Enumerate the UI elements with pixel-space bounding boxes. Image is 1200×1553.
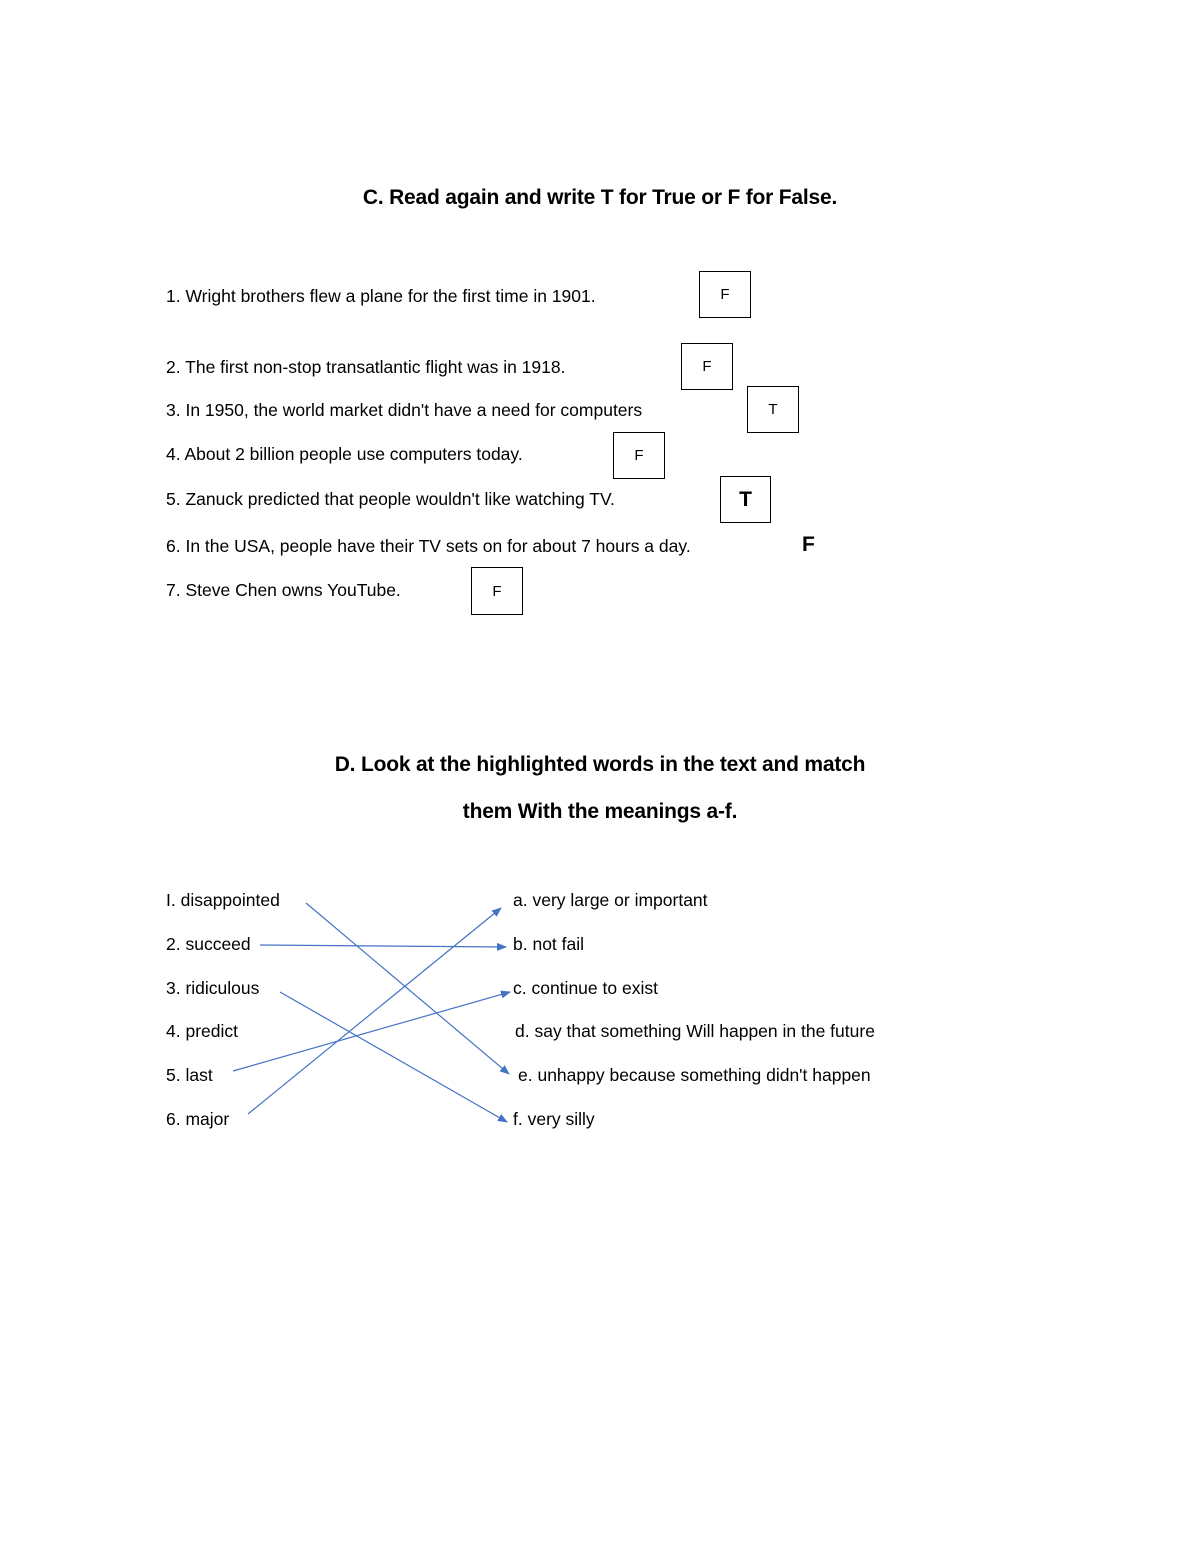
match-line-disappointed-e xyxy=(306,903,509,1074)
word-2: 2. succeed xyxy=(166,934,251,954)
statement-7: 7. Steve Chen owns YouTube. xyxy=(166,580,401,600)
answer-1: F xyxy=(720,286,730,303)
answer-5: T xyxy=(739,487,752,511)
meaning-d: d. say that something Will happen in the future xyxy=(515,1021,875,1041)
answer-2: F xyxy=(702,358,712,375)
word-4: 4. predict xyxy=(166,1021,238,1041)
meaning-e: e. unhappy because something didn't happen xyxy=(518,1065,871,1085)
section-d-heading-line1: D. Look at the highlighted words in the text and match xyxy=(334,753,866,776)
statement-5: 5. Zanuck predicted that people wouldn't like watching TV. xyxy=(166,489,615,509)
match-line-last-c xyxy=(233,992,510,1071)
meaning-b: b. not fail xyxy=(513,934,585,954)
answer-6: F xyxy=(802,533,815,556)
match-line-succeed-b xyxy=(260,945,506,947)
statement-1: 1. Wright brothers flew a plane for the first time in 1901. xyxy=(166,286,596,306)
section-d-heading-line2: them With the meanings a-f. xyxy=(462,800,738,823)
match-line-major-a xyxy=(248,908,501,1114)
match-line-ridiculous-f xyxy=(280,992,507,1122)
word-5: 5. last xyxy=(166,1065,213,1085)
section-c-heading: C. Read again and write T for True or F for False. xyxy=(362,186,838,209)
answer-3: T xyxy=(768,401,778,418)
statement-2: 2. The first non-stop transatlantic flight was in 1918. xyxy=(166,357,566,377)
statement-3: 3. In 1950, the world market didn't have a need for computers xyxy=(166,400,643,420)
statement-4: 4. About 2 billion people use computers today. xyxy=(166,444,523,464)
meaning-a: a. very large or important xyxy=(513,890,708,910)
meaning-f: f. very silly xyxy=(513,1109,595,1129)
word-3: 3. ridiculous xyxy=(166,978,260,998)
statement-6: 6. In the USA, people have their TV sets on for about 7 hours a day. xyxy=(166,536,691,556)
meaning-c: c. continue to exist xyxy=(513,978,658,998)
word-6: 6. major xyxy=(166,1109,230,1129)
answer-4: F xyxy=(634,447,644,464)
word-1: I. disappointed xyxy=(166,890,280,910)
answer-7: F xyxy=(492,582,502,600)
